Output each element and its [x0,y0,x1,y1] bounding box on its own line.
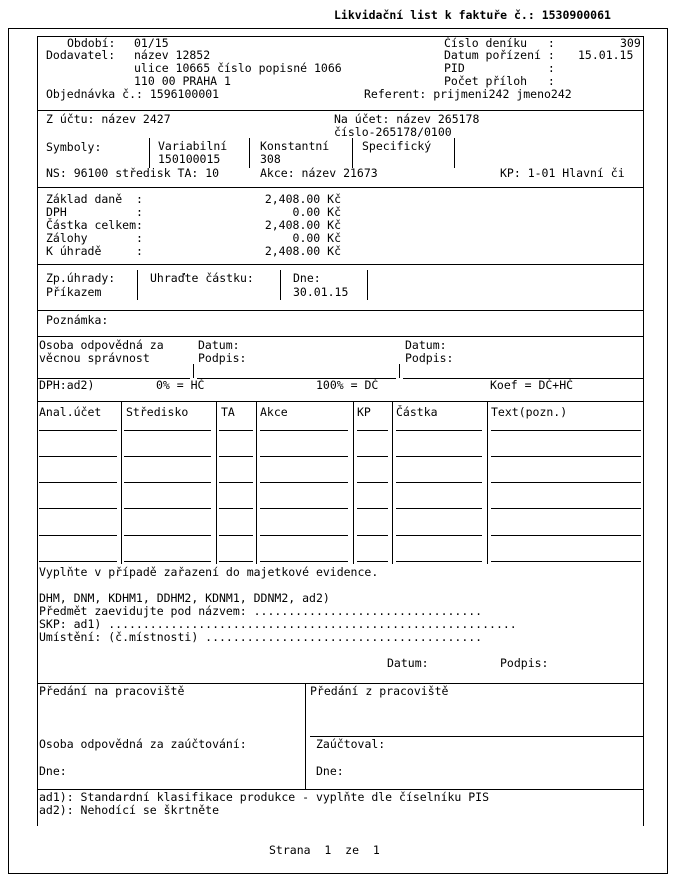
referent: Referent: prijmeni242 jmeno242 [364,87,572,101]
amount-label: Zálohy : [46,231,143,245]
table-row-line [491,482,641,483]
table-row-line [39,482,117,483]
divider [37,264,644,265]
table-row-line [124,535,211,536]
divider [352,138,353,168]
poznamka-label: Poznámka: [46,313,109,327]
table-row-line [491,456,641,457]
zp-uhrady-label: Zp.úhrady: [46,271,116,285]
table-column-divider [216,402,217,564]
dne-label-2: Dne: [316,764,344,778]
pid-label: PID : [444,61,555,75]
table-row-line [124,430,211,431]
table-row-line [357,535,388,536]
table-row-line [491,535,641,536]
uhradte-label: Uhraďte částku: [150,271,254,285]
kp-info: KP: 1-01 Hlavní či [500,166,625,180]
divider [37,187,644,188]
objednavka: Objednávka č.: 1596100001 [46,87,220,101]
table-row-line [260,456,348,457]
asset-intro: Vyplňte v případě zařazení do majetkové evidence. [39,565,379,579]
konstantni-label: Konstantní [260,139,330,153]
table-column-divider [256,402,257,564]
table-top-border [37,401,644,402]
table-row-line [260,535,348,536]
table-row-line [219,508,253,509]
asset-skp: SKP: ad1) ........................................................... [39,617,517,631]
table-header-kp: KP [357,405,371,419]
divider [37,110,644,111]
variabilni-label: Variabilní [158,139,228,153]
table-row-line [124,561,211,562]
table-header-castka: Částka [396,405,438,419]
table-row-line [491,561,641,562]
table-header-anal-ucet: Anal.účet [39,405,102,419]
osoba-vecna-1: Osoba odpovědná za [39,338,164,352]
dodavatel-line-3: 110 00 PRAHA 1 [134,74,231,88]
divider [367,270,368,300]
table-row-line [357,508,388,509]
table-row-line [39,456,117,457]
ns-info: NS: 96100 středisk TA: 10 [46,166,220,180]
table-column-divider [353,402,354,564]
table-row-line [219,456,253,457]
table-column-divider [392,402,393,564]
table-row-line [124,456,211,457]
zauctoval-label: Zaúčtoval: [316,737,386,751]
variabilni-value: 150100015 [158,152,221,166]
table-header-stredisko: Středisko [126,405,189,419]
table-row-line [396,561,482,562]
amount-value: 2,408.00 Kč [264,218,341,232]
asset-predmet: Předmět zaevidujte pod názvem: ................................. [39,604,483,618]
table-row-line [260,561,348,562]
divider [37,336,644,337]
specificky-label: Specifický [362,139,432,153]
obdobi-label: Období: [67,36,116,50]
amount-value: 0.00 Kč [292,231,341,245]
datum-porizeni-value: 15.01.15 [578,48,634,62]
amount-value: 0.00 Kč [292,205,341,219]
left-border [37,36,38,826]
asset-datum-label: Datum: [387,656,429,670]
amount-label: DPH : [46,205,143,219]
dodavatel-line-1: název 12852 [134,48,211,62]
table-row-line [491,508,641,509]
akce-info: Akce: název 21673 [260,166,378,180]
dodavatel-line-2: ulice 10665 číslo popisné 1066 [134,61,342,75]
symboly-label: Symboly: [46,140,102,154]
table-row-line [39,535,117,536]
cislo-deniku-label: Číslo deníku : [444,36,555,50]
asset-types: DHM, DNM, KDHM1, DDHM2, KDNM1, DDNM2, ad2) [39,591,330,605]
podpis2-label: Podpis: [405,351,454,365]
table-row-line [260,430,348,431]
dne-value: 30.01.15 [293,285,349,299]
divider [280,270,281,300]
table-row-line [219,430,253,431]
table-row-line [357,482,388,483]
table-row-line [357,430,388,431]
osoba-vecna-2: věcnou správnost [39,351,150,365]
table-row-line [39,430,117,431]
z-uctu: Z účtu: název 2427 [46,112,171,126]
divider [193,364,194,378]
na-ucet-2: číslo-265178/0100 [334,125,452,139]
podpis-label: Podpis: [198,351,247,365]
table-row-line [39,508,117,509]
osoba-zauctovani: Osoba odpovědná za zaúčtování: [39,737,247,751]
divider [37,310,644,311]
table-header-ta: TA [221,405,235,419]
dodavatel-label: Dodavatel: [46,48,116,62]
note-ad1: ad1): Standardní klasifikace produkce - vyplňte dle číselníku PIS [39,790,490,804]
dph-label: DPH:ad2) [39,378,95,392]
pct-100: 100% = DČ [316,378,379,392]
dne-label-1: Dne: [39,764,67,778]
cislo-deniku-value: 309 [620,36,641,50]
divider [454,138,455,168]
table-row-line [260,508,348,509]
zp-uhrady-value: Příkazem [46,285,102,299]
table-header-akce: Akce [260,405,288,419]
na-ucet-1: Na účet: název 265178 [334,112,480,126]
divider [137,270,138,300]
konstantni-value: 308 [260,152,281,166]
table-row-line [219,535,253,536]
amount-label: Částka celkem: [46,218,143,232]
pct-0: 0% = HČ [156,378,205,392]
document-title: Likvidační list k faktuře č.: 1530900061 [334,8,611,22]
table-row-line [396,430,482,431]
amount-value: 2,408.00 Kč [264,244,341,258]
table-column-divider [121,402,122,564]
divider [305,683,306,789]
table-row-line [260,482,348,483]
predani-na-pracoviste: Předání na pracoviště [39,684,185,698]
table-row-line [396,535,482,536]
amount-label: Základ daně : [46,192,143,206]
koef: Koef = DČ+HČ [490,378,574,392]
predani-z-pracoviste: Předání z pracoviště [310,684,449,698]
obdobi-value: 01/15 [134,36,169,50]
table-row-line [39,561,117,562]
table-row-line [396,508,482,509]
divider [399,364,400,378]
table-row-line [124,508,211,509]
divider [149,138,150,168]
datum-label: Datum: [198,338,240,352]
amount-label: K úhradě : [46,244,143,258]
datum-porizeni-label: Datum pořízení : [444,48,555,62]
dne-label: Dne: [293,271,321,285]
table-header-text: Text(pozn.) [491,405,568,419]
table-row-line [357,456,388,457]
table-row-line [219,561,253,562]
table-row-line [396,482,482,483]
table-row-line [219,482,253,483]
right-border [643,36,644,826]
table-row-line [396,456,482,457]
divider [249,138,250,168]
asset-podpis-label: Podpis: [500,656,549,670]
table-column-divider [487,402,488,564]
asset-umisteni: Umístění: (č.místnosti) ........................................ [39,630,483,644]
pocet-priloh-label: Počet příloh : [444,74,555,88]
note-ad2: ad2): Nehodící se škrtněte [39,803,220,817]
table-row-line [124,482,211,483]
table-row-line [491,430,641,431]
table-row-line [357,561,388,562]
amount-value: 2,408.00 Kč [264,192,341,206]
page-number: Strana 1 ze 1 [269,843,380,857]
datum2-label: Datum: [405,338,447,352]
